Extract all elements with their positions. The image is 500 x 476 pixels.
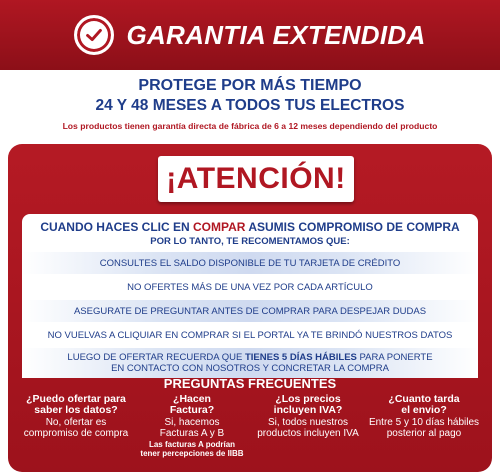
notice-text-before: CUANDO HACES CLIC EN bbox=[40, 220, 193, 234]
rule-line bbox=[67, 352, 432, 363]
promo-section bbox=[0, 76, 500, 134]
faq-question: ¿Cuanto tarda el envio? bbox=[388, 393, 460, 416]
notice-header bbox=[22, 214, 478, 248]
faq-question: ¿Hacen Factura? bbox=[169, 393, 215, 416]
rule-item: NO VUELVAS A CLIQUIAR EN COMPRAR SI EL PORTAL YA TE BRINDÓ NUESTROS DATOS bbox=[22, 324, 478, 346]
notice-line-2: POR LO TANTO, TE RECOMENTAMOS QUE: bbox=[150, 236, 350, 247]
promo-headline: PROTEGE POR MÁS TIEMPO bbox=[138, 77, 362, 94]
notice-text-after: ASUMIS COMPROMISO DE COMPRA bbox=[245, 220, 460, 234]
faq-grid bbox=[18, 394, 482, 458]
rule-text: LUEGO DE OFERTAR RECUERDA QUE bbox=[67, 352, 245, 363]
attention-box bbox=[158, 156, 354, 202]
faq-answer: Entre 5 y 10 días hábiles posterior al pago bbox=[368, 417, 480, 439]
rule-item: CONSULTES EL SALDO DISPONIBLE DE TU TARJETA DE CRÉDITO bbox=[22, 252, 478, 274]
rules-list bbox=[22, 252, 478, 380]
faq-title: PREGUNTAS FRECUENTES bbox=[163, 376, 337, 391]
attention-label: ¡ATENCIÓN! bbox=[166, 162, 346, 195]
faq-item bbox=[366, 394, 482, 458]
faq-item bbox=[250, 394, 366, 458]
faq-answer: Si, todos nuestros productos incluyen IVA bbox=[257, 417, 359, 439]
faq-answer: No, ofertar es compromiso de compra bbox=[23, 417, 129, 439]
rule-item: NO OFERTES MÁS DE UNA VEZ POR CADA ARTÍCULO bbox=[22, 276, 478, 298]
rule-item bbox=[22, 348, 478, 378]
faq-answer: Si, hacemos Facturas A y B bbox=[159, 417, 225, 439]
faq-item bbox=[134, 394, 250, 458]
notice-highlight: COMPAR bbox=[192, 220, 246, 234]
top-banner bbox=[0, 0, 500, 70]
faq-question: ¿Los precios incluyen IVA? bbox=[273, 393, 343, 416]
notice-line-1 bbox=[22, 220, 478, 235]
rule-line: EN CONTACTO CON NOSOTROS Y CONCRETAR LA COMPRA bbox=[111, 363, 389, 374]
banner-title: GARANTIA EXTENDIDA bbox=[126, 19, 426, 50]
faq-question: ¿Puedo ofertar para saber los datos? bbox=[26, 393, 126, 416]
main-panel bbox=[8, 144, 492, 472]
check-circle-icon bbox=[74, 15, 114, 55]
rule-item: ASEGURATE DE PREGUNTAR ANTES DE COMPRAR PARA DESPEJAR DUDAS bbox=[22, 300, 478, 322]
promo-note: Los productos tienen garantía directa de fábrica de 6 a 12 meses dependiendo del producto bbox=[62, 121, 438, 131]
rule-emphasis: TIENES 5 DÍAS HÁBILES bbox=[244, 352, 357, 363]
notice-box bbox=[22, 214, 478, 374]
faq-note: Las facturas A podrían tener percepciones de IIBB bbox=[140, 440, 244, 458]
rule-text: PARA PONERTE bbox=[356, 352, 433, 363]
faq-item bbox=[18, 394, 134, 458]
promo-subheadline: 24 Y 48 MESES A TODOS TUS ELECTROS bbox=[95, 97, 405, 114]
